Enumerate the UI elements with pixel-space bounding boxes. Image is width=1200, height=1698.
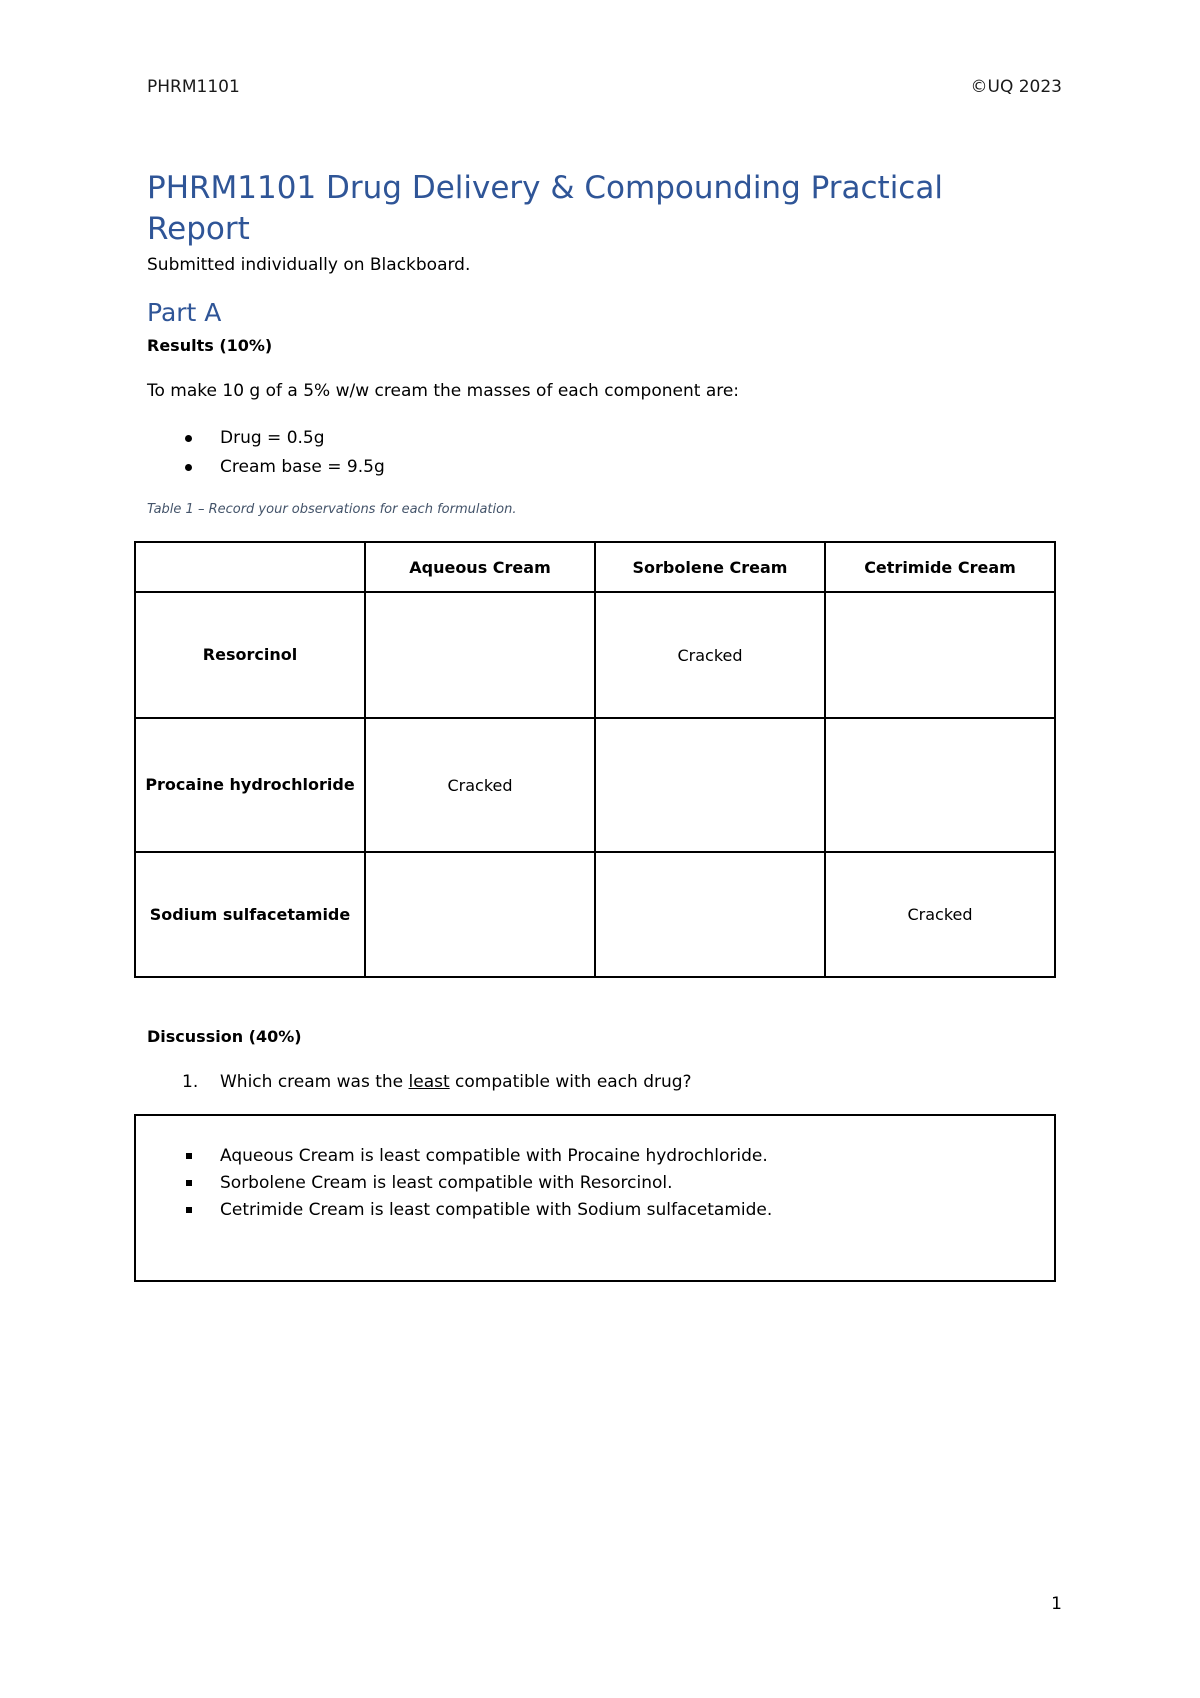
document-title: PHRM1101 Drug Delivery & Compounding Practical Report (147, 170, 943, 247)
table-cell (825, 592, 1055, 718)
table-cell (595, 852, 825, 977)
column-header-aqueous: Aqueous Cream (365, 542, 595, 592)
mass-list (182, 424, 385, 482)
table-cell: Cracked (595, 592, 825, 718)
answer-text: Cetrimide Cream is least compatible with Sodium sulfacetamide. (220, 1200, 773, 1220)
list-item (182, 1170, 772, 1197)
row-header-procaine: Procaine hydrochloride (135, 718, 365, 852)
question-text-after: compatible with each drug? (449, 1072, 692, 1092)
table-cell (365, 592, 595, 718)
part-a-heading: Part A (147, 298, 222, 327)
results-heading: Results (10%) (147, 336, 273, 355)
table-row (135, 592, 1055, 718)
question-text-emphasis: least (408, 1072, 450, 1092)
question-number: 1. (182, 1072, 199, 1092)
list-item-text: Drug = 0.5g (220, 428, 325, 448)
square-bullet-icon (186, 1180, 192, 1186)
list-item (182, 424, 385, 453)
header-course-code: PHRM1101 (147, 77, 240, 97)
list-item-text: Cream base = 9.5g (220, 457, 385, 477)
table-cell: Cracked (365, 718, 595, 852)
column-header-cetrimide: Cetrimide Cream (825, 542, 1055, 592)
table-cell (595, 718, 825, 852)
column-header-sorbolene: Sorbolene Cream (595, 542, 825, 592)
table-caption: Table 1 – Record your observations for each formulation. (147, 502, 517, 517)
answer-text: Sorbolene Cream is least compatible with Resorcinol. (220, 1173, 673, 1193)
results-intro: To make 10 g of a 5% w/w cream the masses of each component are: (147, 381, 740, 401)
table-cell: Cracked (825, 852, 1055, 977)
document-subtitle: Submitted individually on Blackboard. (147, 255, 471, 275)
row-header-resorcinol: Resorcinol (135, 592, 365, 718)
answer-text: Aqueous Cream is least compatible with Procaine hydrochloride. (220, 1146, 768, 1166)
table-cell (825, 718, 1055, 852)
page-number: 1 (1051, 1594, 1062, 1614)
bullet-icon (185, 435, 192, 442)
answer-list (182, 1143, 772, 1224)
discussion-heading: Discussion (40%) (147, 1027, 302, 1046)
discussion-question (182, 1072, 692, 1092)
list-item (182, 1143, 772, 1170)
square-bullet-icon (186, 1153, 192, 1159)
table-row (135, 852, 1055, 977)
header-copyright: ©UQ 2023 (970, 77, 1062, 97)
table-row (135, 718, 1055, 852)
question-text-before: Which cream was the (220, 1072, 409, 1092)
observations-table (134, 541, 1056, 978)
list-item (182, 453, 385, 482)
list-item (182, 1197, 772, 1224)
table-corner-cell (135, 542, 365, 592)
square-bullet-icon (186, 1207, 192, 1213)
table-cell (365, 852, 595, 977)
bullet-icon (185, 464, 192, 471)
table-header-row (135, 542, 1055, 592)
row-header-sodium-sulfacetamide: Sodium sulfacetamide (135, 852, 365, 977)
